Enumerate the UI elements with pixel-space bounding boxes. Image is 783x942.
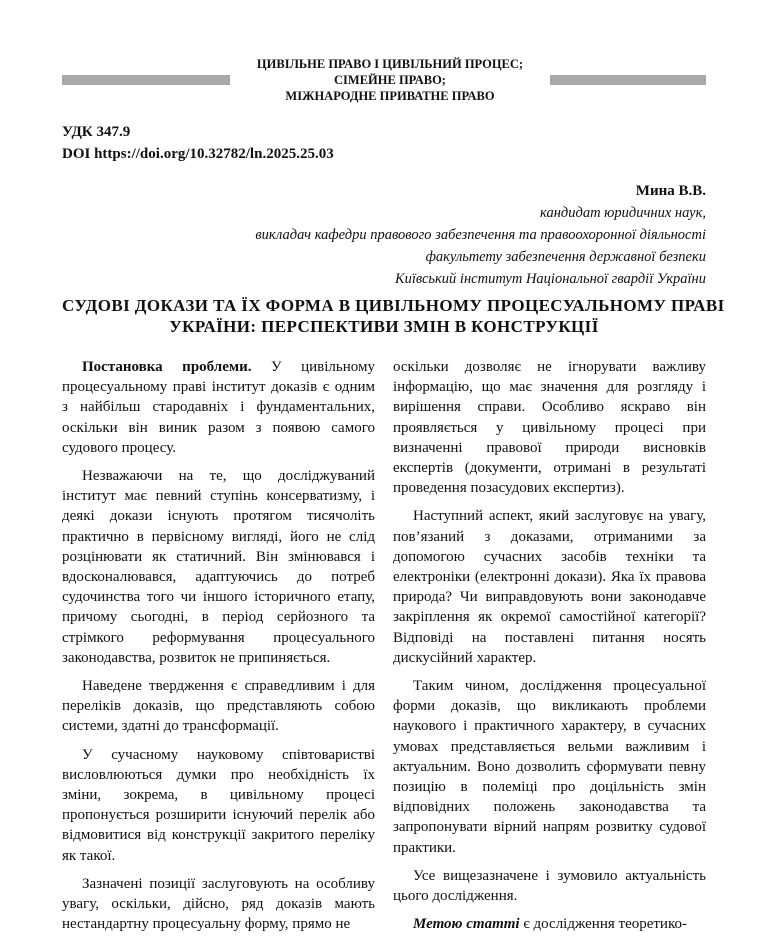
author-position: викладач кафедри правового забезпечення та правоохоронної діяльності (255, 227, 706, 243)
paragraph: Незважаючи на те, що досліджуваний інститут має певний ступінь консерватизму, і деякі докази існують протягом тисячоліть практично в первісному вигляді, його не слід розцінювати як статичний. Він змінювався і вдосконалювався, адаптуючись до потреб судочинства того чи іншого історичного етапу, причому сьогодні, в період серйозного та стрімкого реформування процесуального законодавства, розвиток не припиняється. (62, 468, 375, 666)
paragraph: Зазначені позиції заслуговують на особливу увагу, оскільки, дійсно, ряд доказів мають нестандартну процесуальну форму, прямо не (62, 875, 375, 933)
title-line: УКРАЇНИ: ПЕРСПЕКТИВИ ЗМІН В КОНСТРУКЦІЇ (169, 317, 599, 336)
paragraph: Усе вищезазначене і зумовило актуальність цього дослідження. (393, 867, 706, 905)
author-institution: Київський інститут Національної гвардії України (394, 271, 706, 287)
paragraph: оскільки дозволяє не ігнорувати важливу інформацію, що має значення для розгляду і вирішення справи. Особливо яскраво він проявляється у цивільному процесі при визначенні правової природи висновків експертів (документи, отримані в результаті проведення позасудових експертиз). (393, 359, 706, 497)
author-block (255, 180, 706, 290)
body-column-left (62, 357, 375, 942)
doi-link[interactable]: DOI https://doi.org/10.32782/ln.2025.25.03 (62, 146, 334, 162)
article-title (62, 295, 725, 337)
title-line: СУДОВІ ДОКАЗИ ТА ЇХ ФОРМА В ЦИВІЛЬНОМУ ПРОЦЕСУАЛЬНОМУ ПРАВІ (62, 296, 725, 315)
paragraph: Наведене твердження є справедливим і для переліків доказів, що представляють собою системи, здатні до трансформації. (62, 678, 375, 735)
section-header (0, 56, 783, 104)
section-header-text (230, 56, 550, 104)
section-header-line: ЦИВІЛЬНЕ ПРАВО І ЦИВІЛЬНИЙ ПРОЦЕС; (256, 57, 524, 71)
article-meta (62, 121, 334, 165)
author-degree: кандидат юридичних наук, (540, 205, 706, 221)
paragraph: Таким чином, дослідження процесуальної форми доказів, що викликають проблеми наукового і практичного характеру, в сучасних умовах представляється вельми важливим і актуальним. Воно дозволить сформувати певну позицію в полеміці про доцільність змін відповідних положень законодавства та запропонувати вірний напрям розвитку судової практики. (393, 678, 706, 856)
header-bar-left (62, 75, 258, 85)
problem-statement-heading: Постановка проблеми. (82, 359, 252, 375)
article-aim-heading: Метою статті (413, 916, 520, 933)
paragraph: Наступний аспект, який заслуговує на увагу, пов’язаний з доказами, отриманими за допомогою сучасних засобів техніки та електроніки (електронні докази). Яка їх правова природа? Чи виправдовують вони законодавче закріплення як окремої самостійної категорії? Відповіді на поставлені питання носять дискусійний характер. (393, 508, 706, 666)
body-column-right (393, 357, 706, 942)
header-bar-right (524, 75, 706, 85)
paragraph (62, 357, 375, 458)
paragraph-text: є дослідження теоретико- (519, 916, 687, 933)
udk-code: УДК 347.9 (62, 124, 131, 140)
author-name: Мина В.В. (635, 183, 706, 199)
author-faculty: факультету забезпечення державної безпеки (425, 249, 706, 265)
paragraph: У сучасному науковому співтоваристві висловлюються думки про необхідність їх зміни, зокрема, в цивільному процесі пропонується розширити існуючий перелік або відмовитися від конструкції закритого переліку як такої. (62, 746, 375, 864)
paragraph-text: У цивільному процесуальному праві інститут доказів є одним з найбільш стародавніх і фундаментальних, оскільки він виник разом з появою самого судового процесу. (62, 359, 375, 456)
section-header-line: МІЖНАРОДНЕ ПРИВАТНЕ ПРАВО (285, 89, 495, 103)
section-header-line: СІМЕЙНЕ ПРАВО; (334, 73, 446, 87)
paragraph (393, 914, 706, 934)
